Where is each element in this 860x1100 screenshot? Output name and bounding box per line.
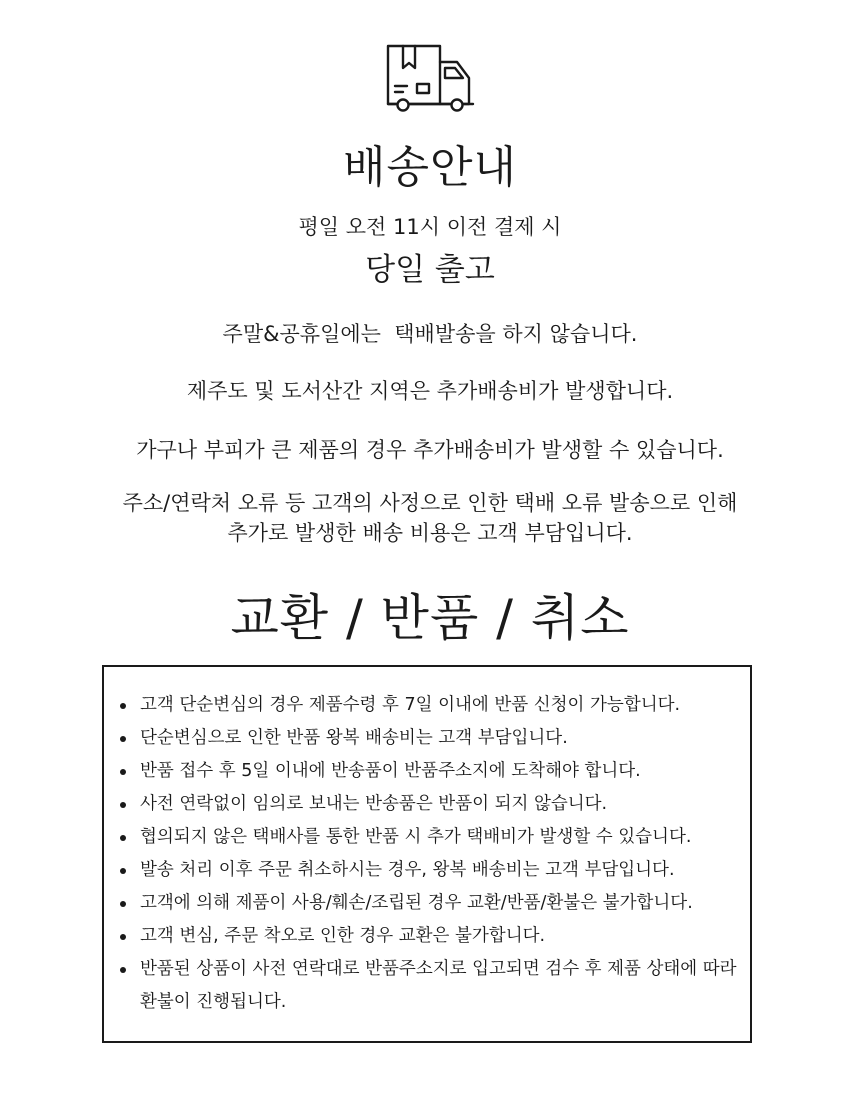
returns-title: 교환 / 반품 / 취소	[230, 589, 630, 647]
weekend-notice: 주말&공휴일에는 택배발송을 하지 않습니다.	[222, 322, 638, 346]
delivery-truck-icon	[385, 44, 477, 112]
bullet-icon	[120, 736, 126, 742]
bullet-icon	[120, 703, 126, 709]
bullet-icon	[120, 802, 126, 808]
delivery-title: 배송안내	[342, 142, 517, 193]
order-cutoff-text: 평일 오전 11시 이전 결제 시	[298, 215, 562, 239]
bullet-icon	[120, 934, 126, 940]
returns-policy-list	[104, 667, 750, 1019]
list-item: 반품 접수 후 5일 이내에 반송품이 반품주소지에 도착해야 합니다.	[104, 755, 750, 788]
list-item: 고객에 의해 제품이 사용/훼손/조립된 경우 교환/반품/환불은 불가합니다.	[104, 887, 750, 920]
bullet-icon	[120, 769, 126, 775]
returns-policy-box	[102, 665, 752, 1043]
address-error-notice	[0, 488, 860, 548]
same-day-shipping-text: 당일 출고	[365, 252, 495, 288]
remote-area-notice: 제주도 및 도서산간 지역은 추가배송비가 발생합니다.	[186, 379, 674, 403]
list-item: 발송 처리 이후 주문 취소하시는 경우, 왕복 배송비는 고객 부담입니다.	[104, 854, 750, 887]
list-item: 고객 변심, 주문 착오로 인한 경우 교환은 불가합니다.	[104, 920, 750, 953]
bullet-icon	[120, 835, 126, 841]
bullet-icon	[120, 868, 126, 874]
list-item: 사전 연락없이 임의로 보내는 반송품은 반품이 되지 않습니다.	[104, 788, 750, 821]
list-item: 반품된 상품이 사전 연락대로 반품주소지로 입고되면 검수 후 제품 상태에 따라 환불이 진행됩니다.	[104, 953, 750, 1019]
bullet-icon	[120, 901, 126, 907]
list-item: 협의되지 않은 택배사를 통한 반품 시 추가 택배비가 발생할 수 있습니다.	[104, 821, 750, 854]
address-error-line-2: 추가로 발생한 배송 비용은 고객 부담입니다.	[227, 521, 633, 545]
list-item: 단순변심으로 인한 반품 왕복 배송비는 고객 부담입니다.	[104, 722, 750, 755]
bullet-icon	[120, 967, 126, 973]
bulky-item-notice: 가구나 부피가 큰 제품의 경우 추가배송비가 발생할 수 있습니다.	[136, 438, 724, 462]
list-item: 고객 단순변심의 경우 제품수령 후 7일 이내에 반품 신청이 가능합니다.	[104, 689, 750, 722]
address-error-line-1: 주소/연락처 오류 등 고객의 사정으로 인한 택배 오류 발송으로 인해	[122, 491, 738, 515]
